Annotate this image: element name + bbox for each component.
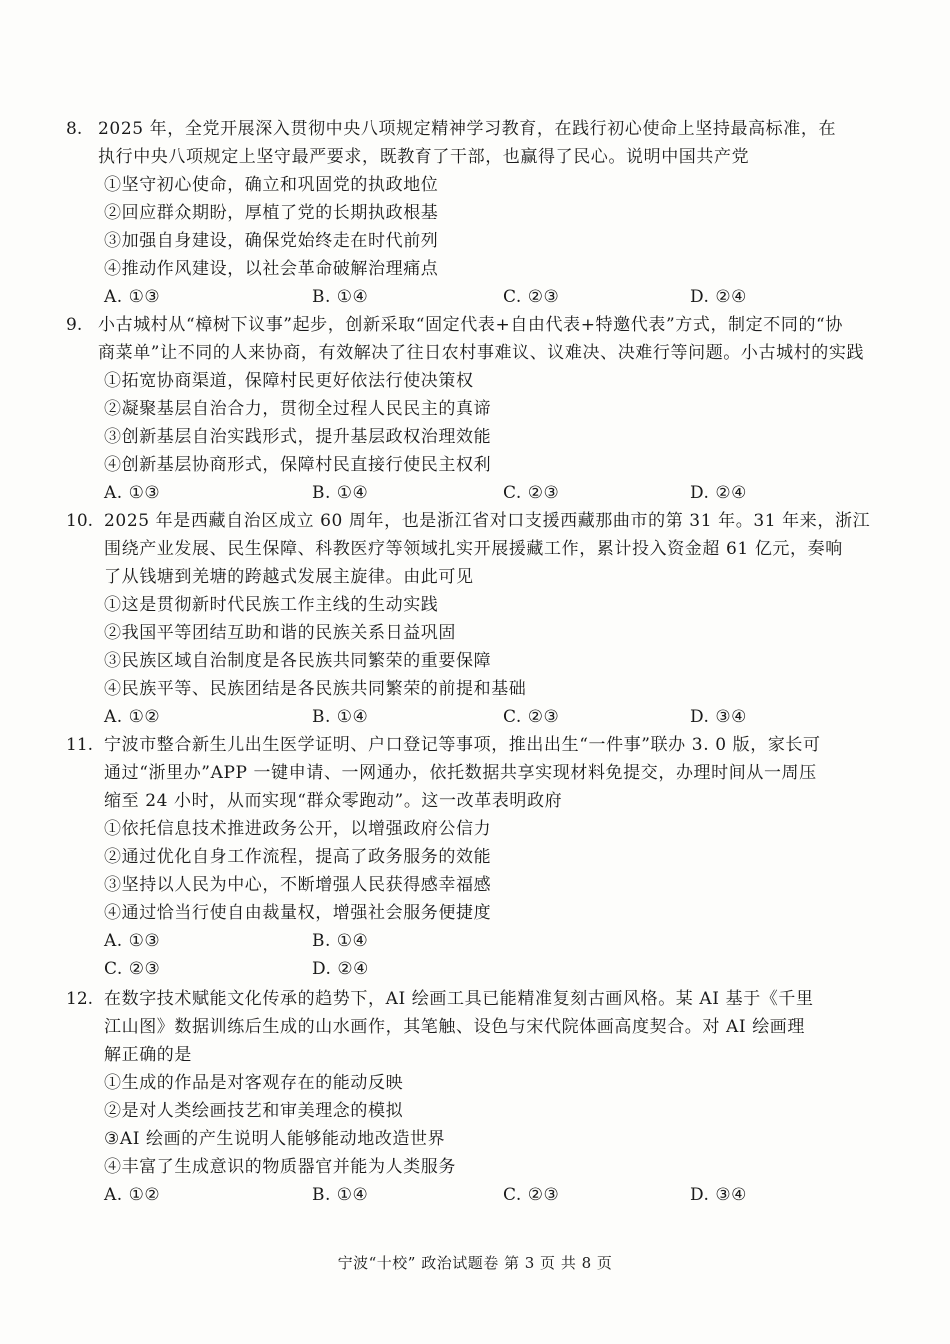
choice-item: ③加强自身建设，确保党始终走在时代前列 <box>104 231 439 251</box>
choice-item: ③AI 绘画的产生说明人能够能动地改造世界 <box>104 1129 446 1149</box>
option-d: D. ③④ <box>690 707 747 727</box>
choice-item: ①生成的作品是对客观存在的能动反映 <box>104 1073 404 1093</box>
choice-item: ②凝聚基层自治合力，贯彻全过程人民民主的真谛 <box>104 399 492 419</box>
question-stem: 执行中央八项规定上坚守最严要求，既教育了干部，也赢得了民心。说明中国共产党 <box>98 147 750 167</box>
question-stem: 2025 年是西藏自治区成立 60 周年，也是浙江省对口支援西藏那曲市的第 31 年。31 年来，浙江 <box>104 511 871 531</box>
option-a: A. ①③ <box>104 483 161 503</box>
question-number: 9. <box>66 315 83 335</box>
question-stem: 缩至 24 小时，从而实现“群众零跑动”。这一改革表明政府 <box>104 791 563 811</box>
option-d: D. ②④ <box>690 483 747 503</box>
option-d: D. ②④ <box>690 287 747 307</box>
option-b: B. ①④ <box>312 707 369 727</box>
option-b: B. ①④ <box>312 1185 369 1205</box>
option-d: D. ②④ <box>312 959 369 979</box>
choice-item: ④丰富了生成意识的物质器官并能为人类服务 <box>104 1157 456 1177</box>
option-c: C. ②③ <box>503 287 560 307</box>
question-stem: 解正确的是 <box>104 1045 192 1065</box>
option-a: A. ①② <box>104 1185 161 1205</box>
option-c: C. ②③ <box>503 707 560 727</box>
question-number: 10. <box>66 511 94 531</box>
choice-item: ①这是贯彻新时代民族工作主线的生动实践 <box>104 595 439 615</box>
question-stem: 江山图》数据训练后生成的山水画作，其笔触、设色与宋代院体画高度契合。对 AI 绘画理 <box>104 1017 805 1037</box>
choice-item: ④推动作风建设，以社会革命破解治理痛点 <box>104 259 439 279</box>
choice-item: ②回应群众期盼，厚植了党的长期执政根基 <box>104 203 439 223</box>
choice-item: ②通过优化自身工作流程，提高了政务服务的效能 <box>104 847 492 867</box>
question-number: 8. <box>66 119 83 139</box>
choice-item: ④民族平等、民族团结是各民族共同繁荣的前提和基础 <box>104 679 527 699</box>
question-number: 12. <box>66 989 94 1009</box>
question-stem: 在数字技术赋能文化传承的趋势下，AI 绘画工具已能精准复刻古画风格。某 AI 基于《千里 <box>104 989 814 1009</box>
question-stem: 小古城村从“樟树下议事”起步，创新采取“固定代表+自由代表+特邀代表”方式，制定不同的“协 <box>98 315 843 335</box>
choice-item: ④通过恰当行使自由裁量权，增强社会服务便捷度 <box>104 903 492 923</box>
option-a: A. ①② <box>104 707 161 727</box>
choice-item: ①拓宽协商渠道，保障村民更好依法行使决策权 <box>104 371 474 391</box>
option-a: A. ①③ <box>104 931 161 951</box>
option-c: C. ②③ <box>503 1185 560 1205</box>
question-stem: 围绕产业发展、民生保障、科教医疗等领域扎实开展援藏工作，累计投入资金超 61 亿元，奏响 <box>104 539 843 559</box>
question-stem: 通过“浙里办”APP 一键申请、一网通办，依托数据共享实现材料免提交，办理时间从一周压 <box>104 763 817 783</box>
choice-item: ③坚持以人民为中心，不断增强人民获得感幸福感 <box>104 875 492 895</box>
option-c: C. ②③ <box>503 483 560 503</box>
page-footer: 宁波“十校” 政治试题卷 第 3 页 共 8 页 <box>337 1254 613 1272</box>
option-a: A. ①③ <box>104 287 161 307</box>
option-b: B. ①④ <box>312 483 369 503</box>
option-c: C. ②③ <box>104 959 161 979</box>
choice-item: ②是对人类绘画技艺和审美理念的模拟 <box>104 1101 404 1121</box>
choice-item: ④创新基层协商形式，保障村民直接行使民主权利 <box>104 455 492 475</box>
choice-item: ①坚守初心使命，确立和巩固党的执政地位 <box>104 175 439 195</box>
option-b: B. ①④ <box>312 931 369 951</box>
choice-item: ①依托信息技术推进政务公开，以增强政府公信力 <box>104 819 492 839</box>
question-stem: 2025 年，全党开展深入贯彻中央八项规定精神学习教育，在践行初心使命上坚持最高标准，在 <box>98 119 837 139</box>
choice-item: ②我国平等团结互助和谐的民族关系日益巩固 <box>104 623 456 643</box>
option-d: D. ③④ <box>690 1185 747 1205</box>
question-stem: 宁波市整合新生儿出生医学证明、户口登记等事项，推出出生“一件事”联办 3. 0 版，家长可 <box>104 735 821 755</box>
option-b: B. ①④ <box>312 287 369 307</box>
question-stem: 了从钱塘到羌塘的跨越式发展主旋律。由此可见 <box>104 567 474 587</box>
choice-item: ③创新基层自治实践形式，提升基层政权治理效能 <box>104 427 492 447</box>
question-number: 11. <box>66 735 94 755</box>
choice-item: ③民族区域自治制度是各民族共同繁荣的重要保障 <box>104 651 492 671</box>
question-stem: 商菜单”让不同的人来协商，有效解决了往日农村事难议、议难决、决难行等问题。小古城村的实践 <box>98 343 865 363</box>
